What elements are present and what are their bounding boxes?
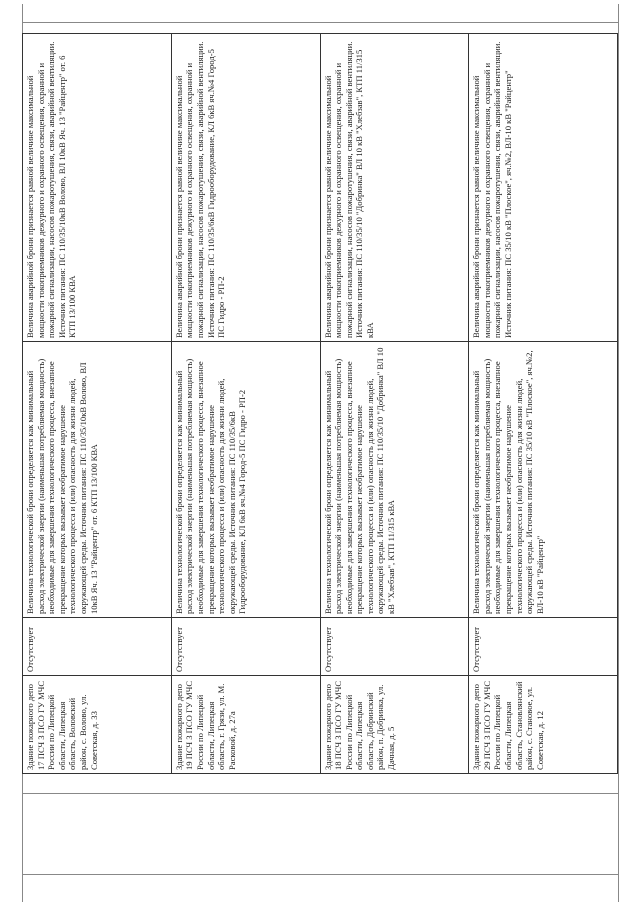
- emergency-reserve-cell: Величина аварийной брони признается равной величине максимальной мощности токоприемников дежурного и охранного освещения, охранной и пожарной сигнализации, насосов пожаротушения, связи, аварийной вентиляции. Источник питания: ПС 110/35/10кВ Волово, ВЛ 10кВ Яч. 13 "Райцентр" от. 6 КТП 13/100 КВА: [23, 34, 172, 342]
- power-reservation-table: [22, 33, 618, 774]
- rotated-document-page: [22, 34, 618, 774]
- technological-reserve-cell: Величина технологической брони определяется как минимальный расход электрической энергии (наименьшая потребляемая мощность) необходимые для завершения технологического процесса, внезапное прекращение которых вызывает необратимое нарушение технологического процесса и (или) опасность для жизни людей, окружающей среды. Источник питания: ПС 110/35/6кВ Гидрооборудование, КЛ 6кВ яч.№4 Город-5 ПС Гидро - РП-2: [171, 342, 320, 618]
- table-row: [469, 34, 618, 774]
- object-cell: Здание пожарного депо 29 ПСЧ 3 ПСО ГУ МЧС России по Липецкой области, Липецкая область, Становлянский район, с. Становое, ул. Советская, д. 12: [469, 676, 618, 774]
- table-row: [23, 34, 172, 774]
- act-cell: Отсутствует: [171, 618, 320, 676]
- page-bottom-rule: [22, 874, 618, 875]
- page-separator-line: [22, 793, 618, 794]
- act-cell: Отсутствует: [469, 618, 618, 676]
- emergency-reserve-cell: Величина аварийной брони признается равной величине максимальной мощности токоприемников дежурного и охранного освещения, охранной и пожарной сигнализации, насосов пожаротушения, связи, аварийной вентиляции. Источник питания: ПС 35/10 кВ "Плоское", яч.№2, ВЛ-10 кВ "Райцентр": [469, 34, 618, 342]
- emergency-reserve-cell: Величина аварийной брони признается равной величине максимальной мощности токоприемников дежурного и охранного освещения, охранной и пожарной сигнализации, насосов пожаротушения, связи, аварийной вентиляции. Источник питания: ПС 110/35/10 "Добринка" ВЛ 10 кВ "Хлебзав", КТП 11/315 кВА: [320, 34, 469, 342]
- page-right-margin-line: [618, 4, 619, 902]
- table-row: [171, 34, 320, 774]
- page-top-rule: [22, 22, 618, 23]
- technological-reserve-cell: Величина технологической брони определяется как минимальный расход электрической энергии (наименьшая потребляемая мощность) необходимые для завершения технологического процесса, внезапное прекращение которых вызывает необратимое нарушение технологического процесса и (или) опасность для жизни людей, окружающей среды. Источник питания: ПС 35/10 кВ "Плоское", яч.№2, ВЛ-10 кВ "Райцентр": [469, 342, 618, 618]
- act-cell: Отсутствует: [23, 618, 172, 676]
- table-row: [320, 34, 469, 774]
- act-cell: Отсутствует: [320, 618, 469, 676]
- emergency-reserve-cell: Величина аварийной брони признается равной величине максимальной мощности токоприемников дежурного и охранного освещения, охранной и пожарной сигнализации, насосов пожаротушения, связи, аварийной вентиляции. Источник питания: ПС 110/35/6кВ Гидрооборудование, КЛ 6кВ яч.№4 Город-5 ПС Гидро - РП-2: [171, 34, 320, 342]
- technological-reserve-cell: Величина технологической брони определяется как минимальный расход электрической энергии (наименьшая потребляемая мощность) необходимые для завершения технологического процесса, внезапное прекращение которых вызывает необратимое нарушение технологического процесса и (или) опасность для жизни людей, окружающей среды. Источник питания: ПС 110/35/10 "Добринка" ВЛ 10 кВ "Хлебзав", КТП 11/315 кВА: [320, 342, 469, 618]
- object-cell: Здание пожарного депо 18 ПСЧ 3 ПСО ГУ МЧС России по Липецкой области, Липецкая область, Добринский район, п. Добринка, ул. Дачная, д. 5: [320, 676, 469, 774]
- object-cell: Здание пожарного депо 19 ПСЧ 3 ПСО ГУ МЧС России по Липецкой области, Липецкая область, г. Грязи, ул. М. Расковой, д. 27а: [171, 676, 320, 774]
- technological-reserve-cell: Величина технологической брони определяется как минимальный расход электрической энергии (наименьшая потребляемая мощность) необходимые для завершения технологического процесса, внезапное прекращение которых вызывает необратимое нарушение технологического процесса и (или) опасность для жизни людей, окружающей среды. Источник питания: ПС 110/35/10кВ Волово, ВЛ 10кВ Яч. 13 "Райцентр" от. 6 КТП 13/100 КВА: [23, 342, 172, 618]
- object-cell: Здание пожарного депо 17 ПСЧ 3 ПСО ГУ МЧС России по Липецкой области, Липецкая область, Воловский район, с. Волово, ул. Советская, д. 33: [23, 676, 172, 774]
